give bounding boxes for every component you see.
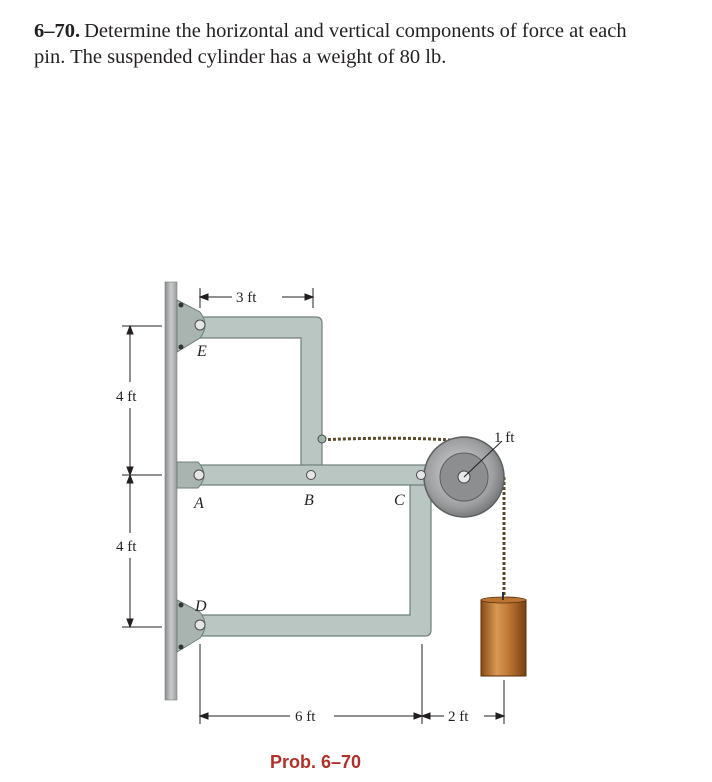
problem-text: Determine the horizontal and vertical components of force at each pin. The suspended cylinder has a weight of 80 lb.: [34, 20, 627, 68]
pin-C: [417, 471, 426, 480]
dim-label-bottom-2ft: 2 ft: [448, 709, 469, 725]
figure-caption: Prob. 6–70: [270, 752, 362, 772]
dim-label-left-upper: 4 ft: [116, 389, 137, 405]
problem-number: 6–70.: [34, 20, 81, 42]
cylinder: [481, 600, 526, 676]
bracket-A: [177, 462, 204, 488]
label-B: B: [304, 492, 314, 509]
cable-anchor: [318, 435, 326, 443]
dim-label-pulley-1ft: 1 ft: [494, 430, 515, 446]
label-C: C: [394, 492, 405, 509]
label-D: D: [195, 598, 207, 615]
pin-B: [307, 471, 316, 480]
dim-label-bottom-6ft: 6 ft: [295, 709, 316, 725]
member-EB: [190, 317, 322, 478]
wall: [165, 282, 177, 700]
dim-top-3ft: [200, 288, 313, 308]
label-E: E: [197, 343, 207, 360]
dim-label-left-lower: 4 ft: [116, 539, 137, 555]
cable-upper: [318, 438, 463, 441]
dim-label-top-3ft: 3 ft: [236, 290, 257, 306]
label-A: A: [194, 495, 204, 512]
